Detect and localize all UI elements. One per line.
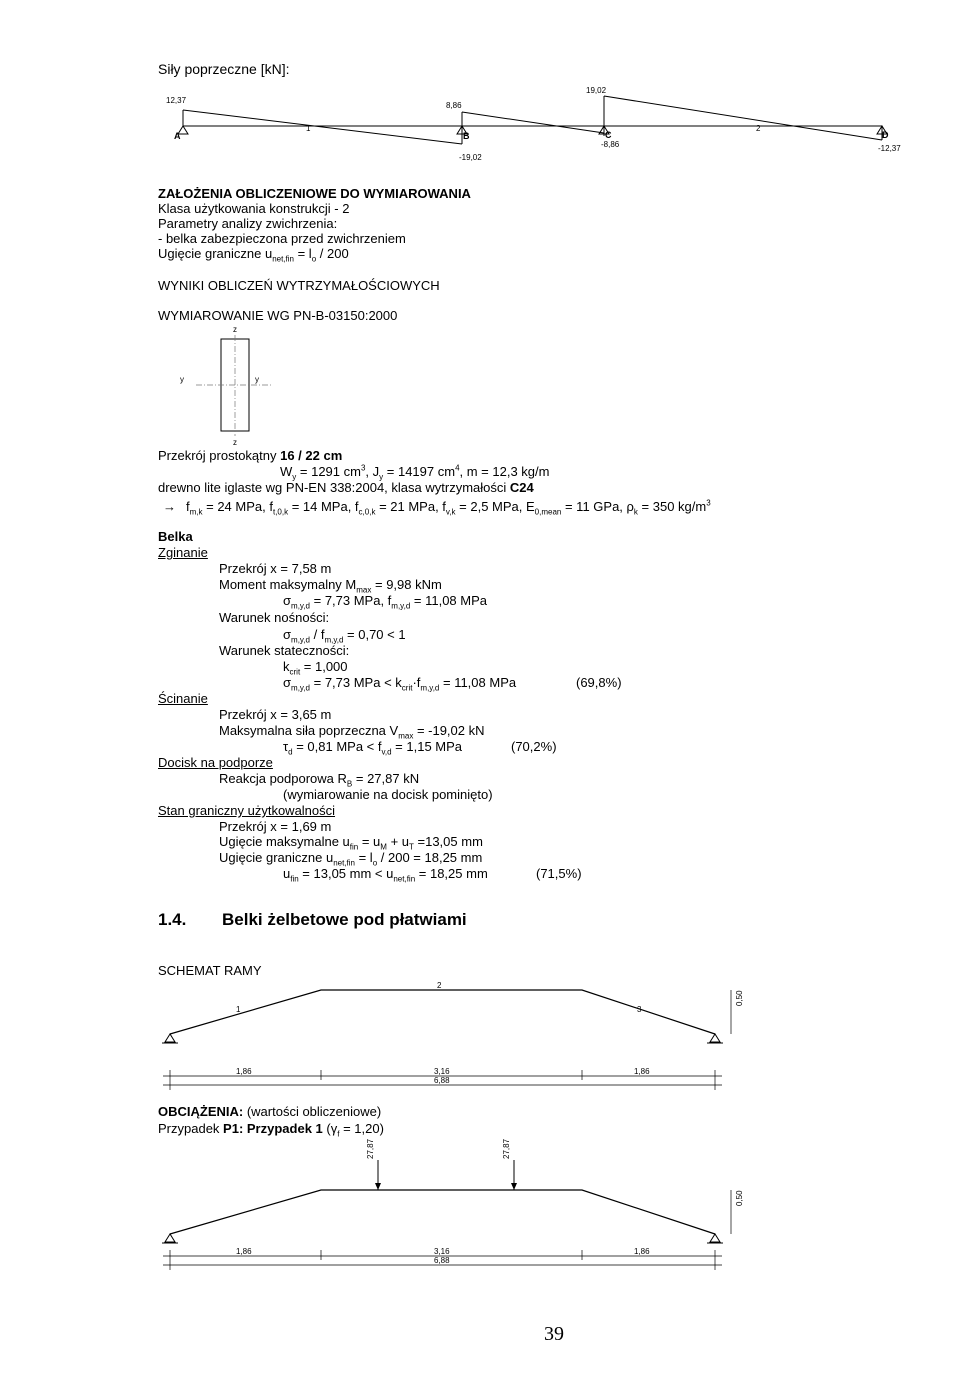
support-c-label: C	[605, 130, 612, 140]
assumptions-line-3: - belka zabezpieczona przed zwichrzeniem	[158, 231, 406, 246]
shear-title: Siły poprzeczne [kN]:	[158, 61, 290, 77]
shear-value-d-bottom: -12,37	[878, 144, 901, 153]
bearing-heading: Docisk na podporze	[158, 755, 273, 770]
frame-dim-3: 1,86	[634, 1067, 650, 1076]
span-2-label: 2	[756, 124, 761, 133]
frame-dim-1: 1,86	[236, 1067, 252, 1076]
shear-line-span2	[604, 96, 882, 140]
load-dim-3: 1,86	[634, 1247, 650, 1256]
chapter-title: Belki żelbetowe pod płatwiami	[222, 910, 467, 929]
code-heading: WYMIAROWANIE WG PN-B-03150:2000	[158, 308, 398, 323]
y-left-label: y	[180, 375, 184, 384]
shear-value-c-bottom: -8,86	[601, 140, 620, 149]
bending-line-4: Warunek nośności:	[219, 610, 330, 625]
load-value-1: 27,87	[366, 1138, 375, 1159]
bending-line-3: $\sigma_{m,y,d} = 7,73$ MPa, $f_{m,y,d} = 11,08$ MPa	[283, 593, 487, 611]
shear-line-span1	[183, 110, 462, 144]
frame-geometry	[170, 990, 715, 1034]
bending-line-1: Przekrój x = 7,58 m	[219, 561, 332, 576]
support-d-label: D	[882, 130, 889, 140]
assumptions-line-2: Parametry analizy zwichrzenia:	[158, 216, 338, 231]
z-bottom-label: z	[233, 438, 237, 447]
bending-utilization: (69,8%)	[576, 675, 622, 690]
y-right-label: y	[255, 375, 259, 384]
sls-line-3: Ugięcie graniczne $u_{net,fin} = l_o / 200 = 18,25$ mm	[219, 850, 483, 868]
loads-heading: OBCIĄŻENIA: (wartości obliczeniowe)	[158, 1104, 382, 1119]
arrow-icon: →	[163, 499, 176, 514]
assumptions-line-1: Klasa użytkowania konstrukcji - 2	[158, 201, 350, 216]
page-number: 39	[544, 1323, 564, 1345]
shear-value-b-left: 8,86	[446, 101, 462, 110]
load-support-right-icon	[710, 1234, 720, 1242]
assumptions-heading: ZAŁOŻENIA OBLICZENIOWE DO WYMIAROWANIA	[158, 186, 471, 201]
bearing-line-2: (wymiarowanie na docisk pominięto)	[283, 787, 493, 802]
bending-line-2: Moment maksymalny $M_{max} = 9,98$ kNm	[219, 577, 442, 595]
load-value-2: 27,87	[502, 1138, 511, 1159]
sls-utilization: (71,5%)	[536, 866, 582, 881]
load-dim-total: 6,88	[434, 1256, 450, 1265]
material-properties: $f_{m,k} = 24$ MPa, $f_{t,0,k} = 14$ MPa, $f_{c,0,k} = 21$ MPa, $f_{v,k} = 2,5$ MPa, $E_{0,mean} = 11$ GPa, $\rho_k = 350$ $kg/m^3$	[186, 498, 711, 517]
bending-line-8: $\sigma_{m,y,d} = 7,73$ MPa < $k_{crit}\cdot f_{m,y,d} = 11,08$ MPa	[283, 675, 517, 693]
shear-line-bc	[462, 112, 604, 133]
sls-line-1: Przekrój x = 1,69 m	[219, 819, 332, 834]
results-heading: WYNIKI OBLICZEŃ WYTRZYMAŁOŚCIOWYCH	[158, 278, 440, 293]
load-frame-geometry	[170, 1190, 715, 1234]
load-height-label: 0,50	[735, 1190, 744, 1206]
beam-heading: Belka	[158, 529, 193, 544]
bending-heading: Zginanie	[158, 545, 208, 560]
frame-height-label: 0,50	[735, 990, 744, 1006]
bending-line-5: $\sigma_{m,y,d} / f_{m,y,d} = 0,70 < 1$	[283, 627, 406, 645]
assumptions-line-4: Ugięcie graniczne $u_{net,fin} = l_o / 200$	[158, 246, 349, 264]
section-line-2: $W_y = 1291$ $cm^3$, $J_y = 14197$ $cm^4$, m = 12,3 kg/m	[280, 463, 550, 482]
frame-bar-3: 3	[637, 1005, 642, 1014]
load-case: Przypadek P1: Przypadek 1 $(\gamma_f = 1,20)$	[158, 1121, 384, 1139]
bending-line-6: Warunek stateczności:	[219, 643, 350, 658]
shear-value-b-bottom: -19,02	[459, 153, 482, 162]
frame-support-right-icon	[710, 1034, 720, 1042]
support-b-label: B	[463, 131, 470, 141]
sls-line-2: Ugięcie maksymalne $u_{fin} = u_M + u_T =13,05$ mm	[219, 834, 483, 852]
frame-bar-2: 2	[437, 981, 442, 990]
shear-heading: Ścinanie	[158, 691, 208, 706]
chapter-number: 1.4.	[158, 910, 187, 929]
load-support-left-icon	[165, 1234, 175, 1242]
frame-heading: SCHEMAT RAMY	[158, 963, 262, 978]
bearing-line-1: Reakcja podporowa $R_B = 27,87$ kN	[219, 771, 420, 789]
z-top-label: z	[233, 325, 237, 334]
shear-line-3: $\tau_d = 0,81$ MPa < $f_{v,d} = 1,15$ MPa	[283, 739, 463, 757]
frame-support-left-icon	[165, 1034, 175, 1042]
section-line-3: drewno lite iglaste wg PN-EN 338:2004, klasa wytrzymałości C24	[158, 480, 534, 495]
sls-heading: Stan graniczny użytkowalności	[158, 803, 336, 818]
shear-line-2: Maksymalna siła poprzeczna $V_{max} = -19,02$ kN	[219, 723, 485, 741]
section-line-1: Przekrój prostokątny 16 / 22 cm	[158, 448, 343, 463]
load-dim-2: 3,16	[434, 1247, 450, 1256]
support-a-label: A	[174, 131, 181, 141]
shear-value-left-top: 12,37	[166, 96, 187, 105]
shear-value-c-top: 19,02	[586, 86, 607, 95]
bending-line-7: $k_{crit} = 1,000$	[283, 659, 348, 677]
span-1-label: 1	[306, 124, 311, 133]
frame-dim-total: 6,88	[434, 1076, 450, 1085]
load-dim-1: 1,86	[236, 1247, 252, 1256]
shear-utilization: (70,2%)	[511, 739, 557, 754]
frame-dim-2: 3,16	[434, 1067, 450, 1076]
shear-line-1: Przekrój x = 3,65 m	[219, 707, 332, 722]
sls-line-4: $u_{fin} = 13,05$ mm < $u_{net,fin} = 18,25$ mm	[283, 866, 488, 884]
frame-bar-1: 1	[236, 1005, 241, 1014]
